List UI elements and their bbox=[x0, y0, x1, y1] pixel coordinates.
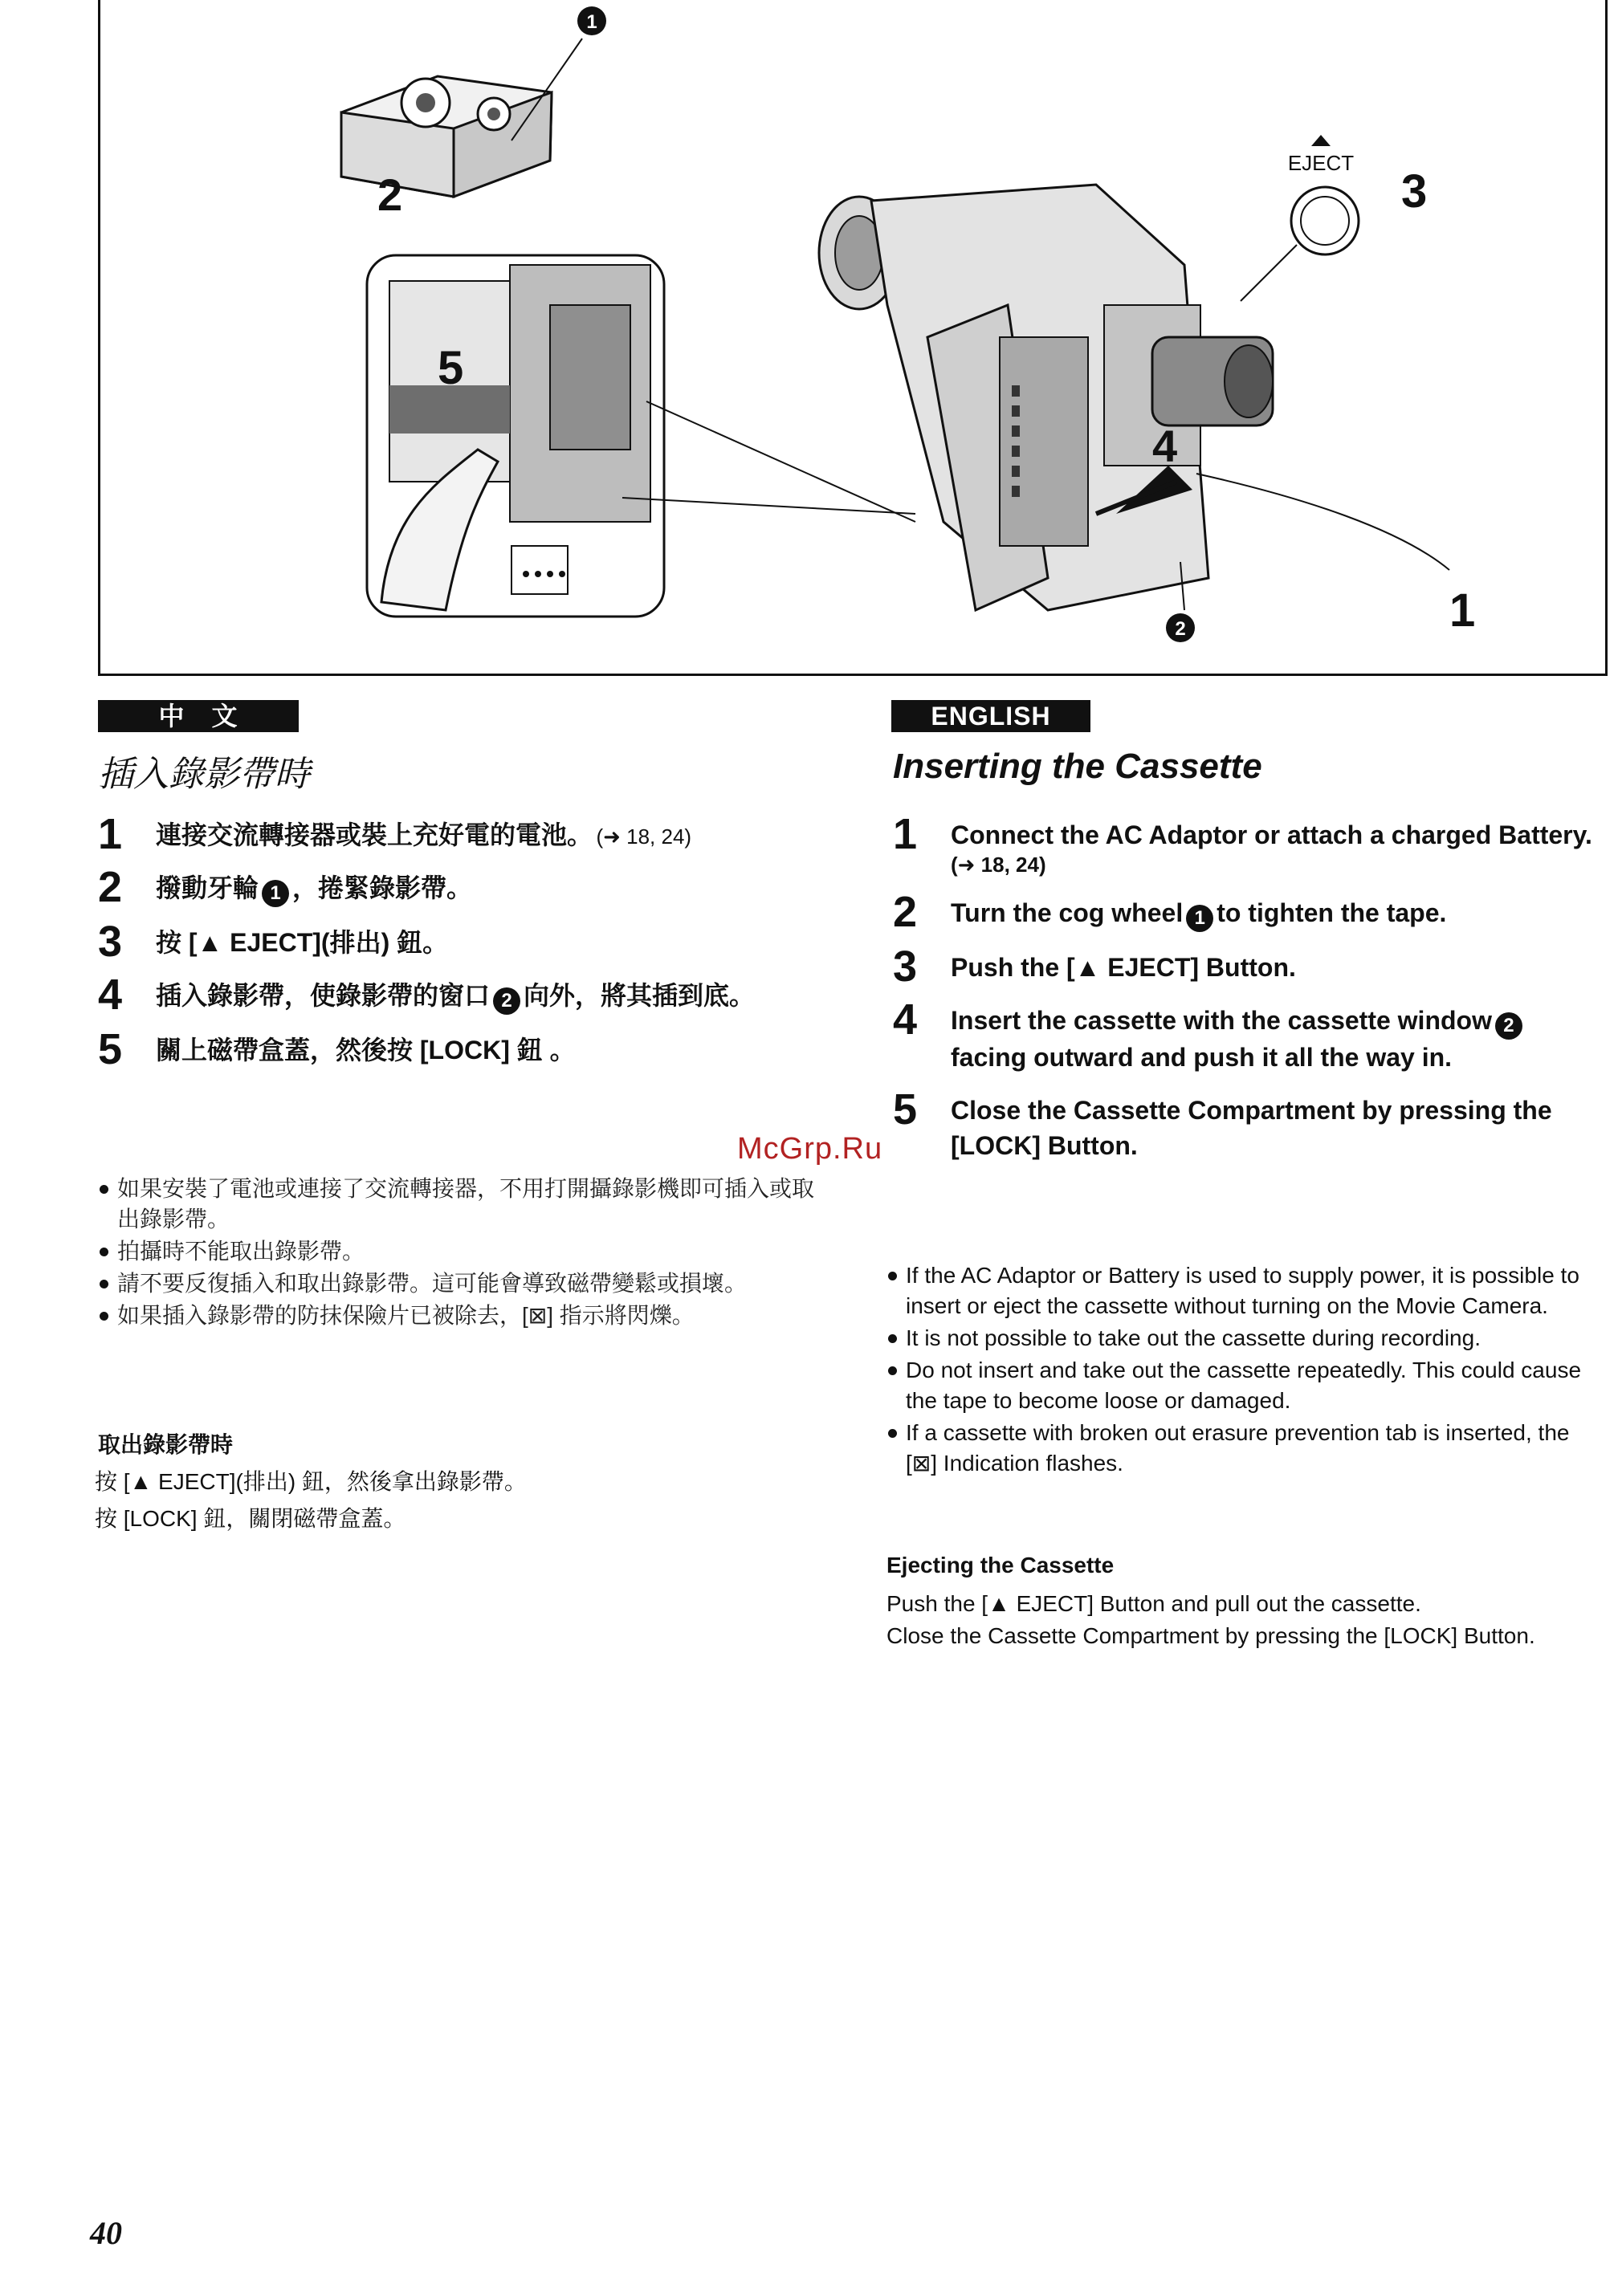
note-item: 拍攝時不能取出錄影帶。 bbox=[98, 1236, 821, 1267]
chinese-step bbox=[98, 970, 821, 1019]
note-item: If the AC Adaptor or Battery is used to supply power, it is possible to insert or eject the cassette without turning on the Movie Camera. bbox=[886, 1260, 1601, 1321]
eject-button-drawing bbox=[1241, 135, 1359, 301]
watermark: McGrp.Ru bbox=[737, 1132, 883, 1166]
chinese-eject-line-2: 按 [LOCK] 鈕，關閉磁帶盒蓋。 bbox=[95, 1506, 406, 1531]
english-section-title: Inserting the Cassette bbox=[893, 747, 1262, 786]
step-text: 撥動牙輪 bbox=[156, 873, 259, 902]
step-number: 2 bbox=[98, 863, 123, 911]
marker-2-icon: 2 bbox=[1495, 1012, 1522, 1040]
english-eject-line-1: Push the [▲ EJECT] Button and pull out the cassette. bbox=[886, 1591, 1421, 1616]
step-text: Insert the cassette with the cassette window bbox=[951, 1005, 1492, 1035]
english-step bbox=[893, 995, 1600, 1075]
chinese-step bbox=[98, 810, 821, 858]
english-eject-heading: Ejecting the Cassette bbox=[886, 1553, 1115, 1577]
marker-2-icon: 2 bbox=[493, 987, 520, 1015]
eject-label: EJECT bbox=[1287, 151, 1355, 175]
step-text: 插入錄影帶，使錄影帶的窗口 bbox=[156, 980, 491, 1010]
note-item: 如果安裝了電池或連接了交流轉接器，不用打開攝錄影機即可插入或取出錄影帶。 bbox=[98, 1174, 821, 1235]
chinese-eject-line-1: 按 [▲ EJECT](排出) 鈕，然後拿出錄影帶。 bbox=[95, 1469, 527, 1494]
english-section-badge: ENGLISH bbox=[891, 700, 1090, 732]
note-item: 如果插入錄影帶的防抹保險片已被除去，[⊠] 指示將閃爍。 bbox=[98, 1301, 821, 1331]
step-number: 3 bbox=[893, 942, 918, 991]
step-text: 向外，將其插到底。 bbox=[524, 980, 756, 1010]
step-text: 連接交流轉接器或裝上充好電的電池。 bbox=[156, 820, 593, 849]
marker-1-top-label: 1 bbox=[586, 11, 597, 33]
chinese-section-badge: 中 文 bbox=[98, 700, 299, 732]
chinese-step bbox=[98, 1024, 821, 1073]
english-step bbox=[893, 942, 1600, 991]
callout-3: 3 bbox=[1401, 165, 1428, 218]
camcorder-illustration bbox=[100, 0, 1610, 676]
chinese-steps-list bbox=[98, 810, 821, 1085]
step-number: 3 bbox=[98, 917, 123, 966]
step-text: Connect the AC Adaptor or attach a charged Battery. bbox=[951, 820, 1592, 849]
chinese-step bbox=[98, 917, 821, 966]
note-item: Do not insert and take out the cassette repeatedly. This could cause the tape to become loose or damaged. bbox=[886, 1355, 1601, 1416]
marker-2-bottom-label: 2 bbox=[1175, 618, 1186, 640]
chinese-notes-list bbox=[98, 1174, 821, 1333]
camcorder-drawing bbox=[819, 185, 1273, 610]
note-item: If a cassette with broken out erasure prevention tab is inserted, the [⊠] Indication flashes. bbox=[886, 1418, 1601, 1479]
english-step bbox=[893, 810, 1600, 877]
step-text: to tighten the tape. bbox=[1217, 898, 1447, 927]
chinese-section-title: 插入錄影帶時 bbox=[98, 755, 310, 794]
page-reference: (➜ 18, 24) bbox=[951, 853, 1046, 877]
step-text: 關上磁帶盒蓋，然後按 [LOCK] 鈕 。 bbox=[156, 1035, 576, 1065]
english-step bbox=[893, 888, 1600, 936]
note-item: It is not possible to take out the cassette during recording. bbox=[886, 1323, 1601, 1354]
page-reference: (➜ 18, 24) bbox=[596, 824, 692, 849]
callout-4: 4 bbox=[1152, 421, 1178, 471]
illustration-frame bbox=[98, 0, 1608, 676]
note-item: 請不要反復插入和取出錄影帶。這可能會導致磁帶變鬆或損壞。 bbox=[98, 1268, 821, 1299]
step-text: Push the [▲ EJECT] Button. bbox=[951, 952, 1296, 982]
marker-1-icon: 1 bbox=[1186, 905, 1213, 932]
step-number: 2 bbox=[893, 888, 918, 936]
step-text: Turn the cog wheel bbox=[951, 898, 1184, 927]
page-number: 40 bbox=[90, 2215, 122, 2251]
step-text: ，捲緊錄影帶。 bbox=[292, 873, 473, 902]
chinese-eject-heading: 取出錄影帶時 bbox=[98, 1432, 234, 1457]
english-eject-line-2: Close the Cassette Compartment by pressing the [LOCK] Button. bbox=[886, 1623, 1535, 1648]
step-text: 按 [▲ EJECT](排出) 鈕。 bbox=[156, 927, 449, 957]
english-notes-list bbox=[886, 1260, 1601, 1480]
step-number: 4 bbox=[98, 970, 123, 1019]
step-number: 4 bbox=[893, 995, 918, 1044]
inset-closeup bbox=[367, 255, 664, 617]
callout-2: 2 bbox=[377, 169, 403, 220]
chinese-step bbox=[98, 863, 821, 911]
step-text: facing outward and push it all the way in. bbox=[951, 1042, 1453, 1072]
step-number: 5 bbox=[98, 1024, 123, 1073]
step-number: 1 bbox=[893, 810, 918, 858]
step-number: 5 bbox=[893, 1085, 918, 1134]
marker-1-icon: 1 bbox=[262, 880, 289, 907]
callout-5: 5 bbox=[438, 342, 464, 394]
english-steps-list bbox=[893, 810, 1600, 1181]
english-step bbox=[893, 1085, 1600, 1163]
callout-1: 1 bbox=[1449, 584, 1476, 637]
step-text: Close the Cassette Compartment by pressing the [LOCK] Button. bbox=[951, 1095, 1552, 1160]
step-number: 1 bbox=[98, 810, 123, 858]
